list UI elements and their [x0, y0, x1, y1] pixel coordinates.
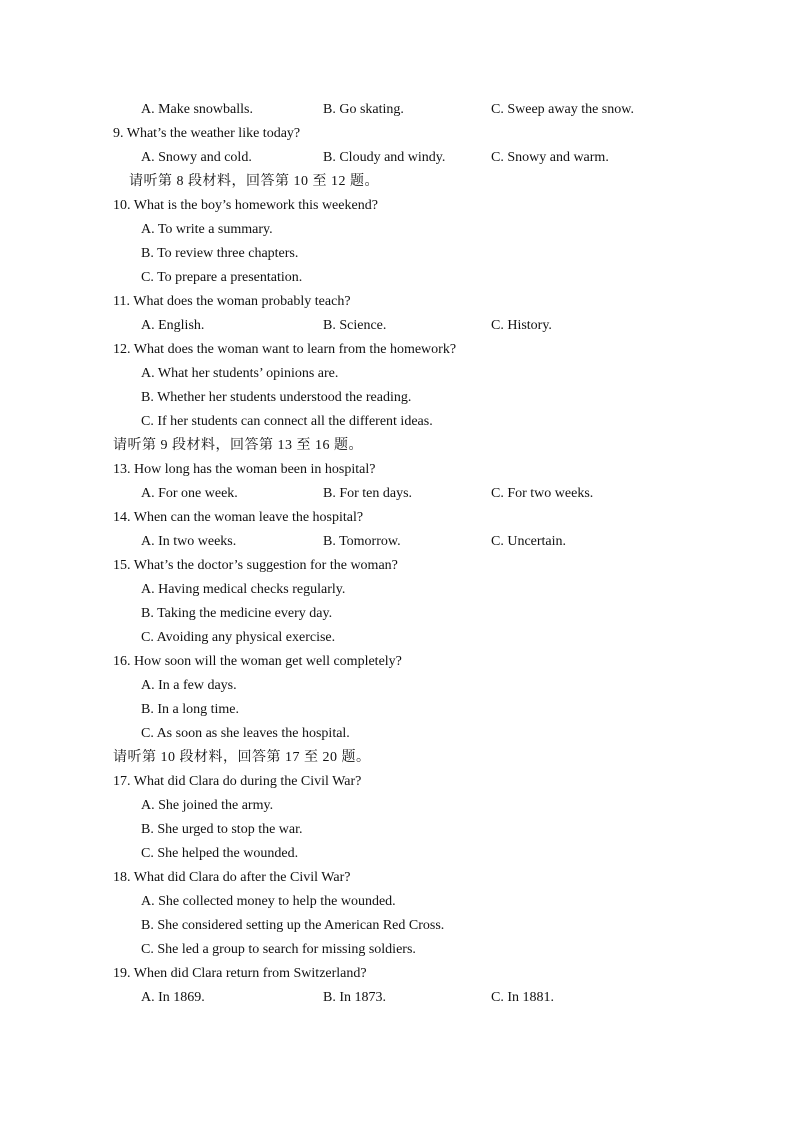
- question-text: 11. What does the woman probably teach?: [113, 294, 351, 309]
- answer-option-b: B. Tomorrow.: [323, 534, 401, 549]
- answer-options-row: [0, 146, 794, 170]
- answer-options-row: [0, 314, 794, 338]
- answer-option: C. If her students can connect all the different ideas.: [141, 414, 433, 429]
- answer-option: A. In a few days.: [141, 678, 237, 693]
- question-text: 15. What’s the doctor’s suggestion for the woman?: [113, 558, 398, 573]
- answer-option-a: A. In two weeks.: [141, 534, 237, 549]
- exam-page: [0, 98, 794, 1010]
- answer-option-c: C. Uncertain.: [491, 534, 567, 549]
- answer-option: A. To write a summary.: [141, 222, 273, 237]
- answer-option: C. She helped the wounded.: [141, 846, 299, 861]
- answer-option-c: C. In 1881.: [491, 990, 554, 1005]
- question-text: 18. What did Clara do after the Civil War?: [113, 870, 351, 885]
- answer-option: C. As soon as she leaves the hospital.: [141, 726, 350, 741]
- answer-option: A. What her students’ opinions are.: [141, 366, 339, 381]
- answer-option-b: B. Go skating.: [323, 102, 404, 117]
- answer-option: A. Having medical checks regularly.: [141, 582, 346, 597]
- answer-option-a: A. English.: [141, 318, 205, 333]
- answer-option-c: C. Sweep away the snow.: [491, 102, 634, 117]
- answer-option-a: A. Snowy and cold.: [141, 150, 252, 165]
- answer-option: B. Taking the medicine every day.: [141, 606, 333, 621]
- answer-option-a: A. In 1869.: [141, 990, 205, 1005]
- answer-option: C. She led a group to search for missing soldiers.: [141, 942, 416, 957]
- question-text: 10. What is the boy’s homework this weekend?: [113, 198, 378, 213]
- answer-option: C. To prepare a presentation.: [141, 270, 303, 285]
- answer-option: B. She urged to stop the war.: [141, 822, 303, 837]
- question-text: 13. How long has the woman been in hospital?: [113, 462, 376, 477]
- answer-options-row: [0, 530, 794, 554]
- question-text: 17. What did Clara do during the Civil War?: [113, 774, 362, 789]
- question-text: 14. When can the woman leave the hospital?: [113, 510, 364, 525]
- answer-option: C. Avoiding any physical exercise.: [141, 630, 336, 645]
- answer-option-b: B. Cloudy and windy.: [323, 150, 446, 165]
- question-text: 16. How soon will the woman get well completely?: [113, 654, 402, 669]
- answer-option-c: C. History.: [491, 318, 552, 333]
- answer-options-row: [0, 98, 794, 122]
- answer-option: A. She collected money to help the wounded.: [141, 894, 396, 909]
- answer-option-b: B. Science.: [323, 318, 387, 333]
- answer-option-c: C. Snowy and warm.: [491, 150, 609, 165]
- section-instruction: 请听第 10 段材料，回答第 17 至 20 题。: [113, 750, 371, 765]
- answer-option-a: A. For one week.: [141, 486, 238, 501]
- answer-option: B. In a long time.: [141, 702, 239, 717]
- answer-option-b: B. For ten days.: [323, 486, 413, 501]
- answer-option: B. To review three chapters.: [141, 246, 299, 261]
- answer-options-row: [0, 986, 794, 1010]
- answer-options-row: [0, 482, 794, 506]
- answer-option: B. She considered setting up the American Red Cross.: [141, 918, 445, 933]
- answer-option: B. Whether her students understood the reading.: [141, 390, 412, 405]
- question-text: 19. When did Clara return from Switzerland?: [113, 966, 367, 981]
- answer-option: A. She joined the army.: [141, 798, 274, 813]
- answer-option-a: A. Make snowballs.: [141, 102, 253, 117]
- question-text: 9. What’s the weather like today?: [113, 126, 301, 141]
- answer-option-c: C. For two weeks.: [491, 486, 594, 501]
- question-text: 12. What does the woman want to learn from the homework?: [113, 342, 457, 357]
- section-instruction: 请听第 9 段材料，回答第 13 至 16 题。: [113, 438, 363, 453]
- section-instruction: 请听第 8 段材料，回答第 10 至 12 题。: [129, 174, 379, 189]
- answer-option-b: B. In 1873.: [323, 990, 386, 1005]
